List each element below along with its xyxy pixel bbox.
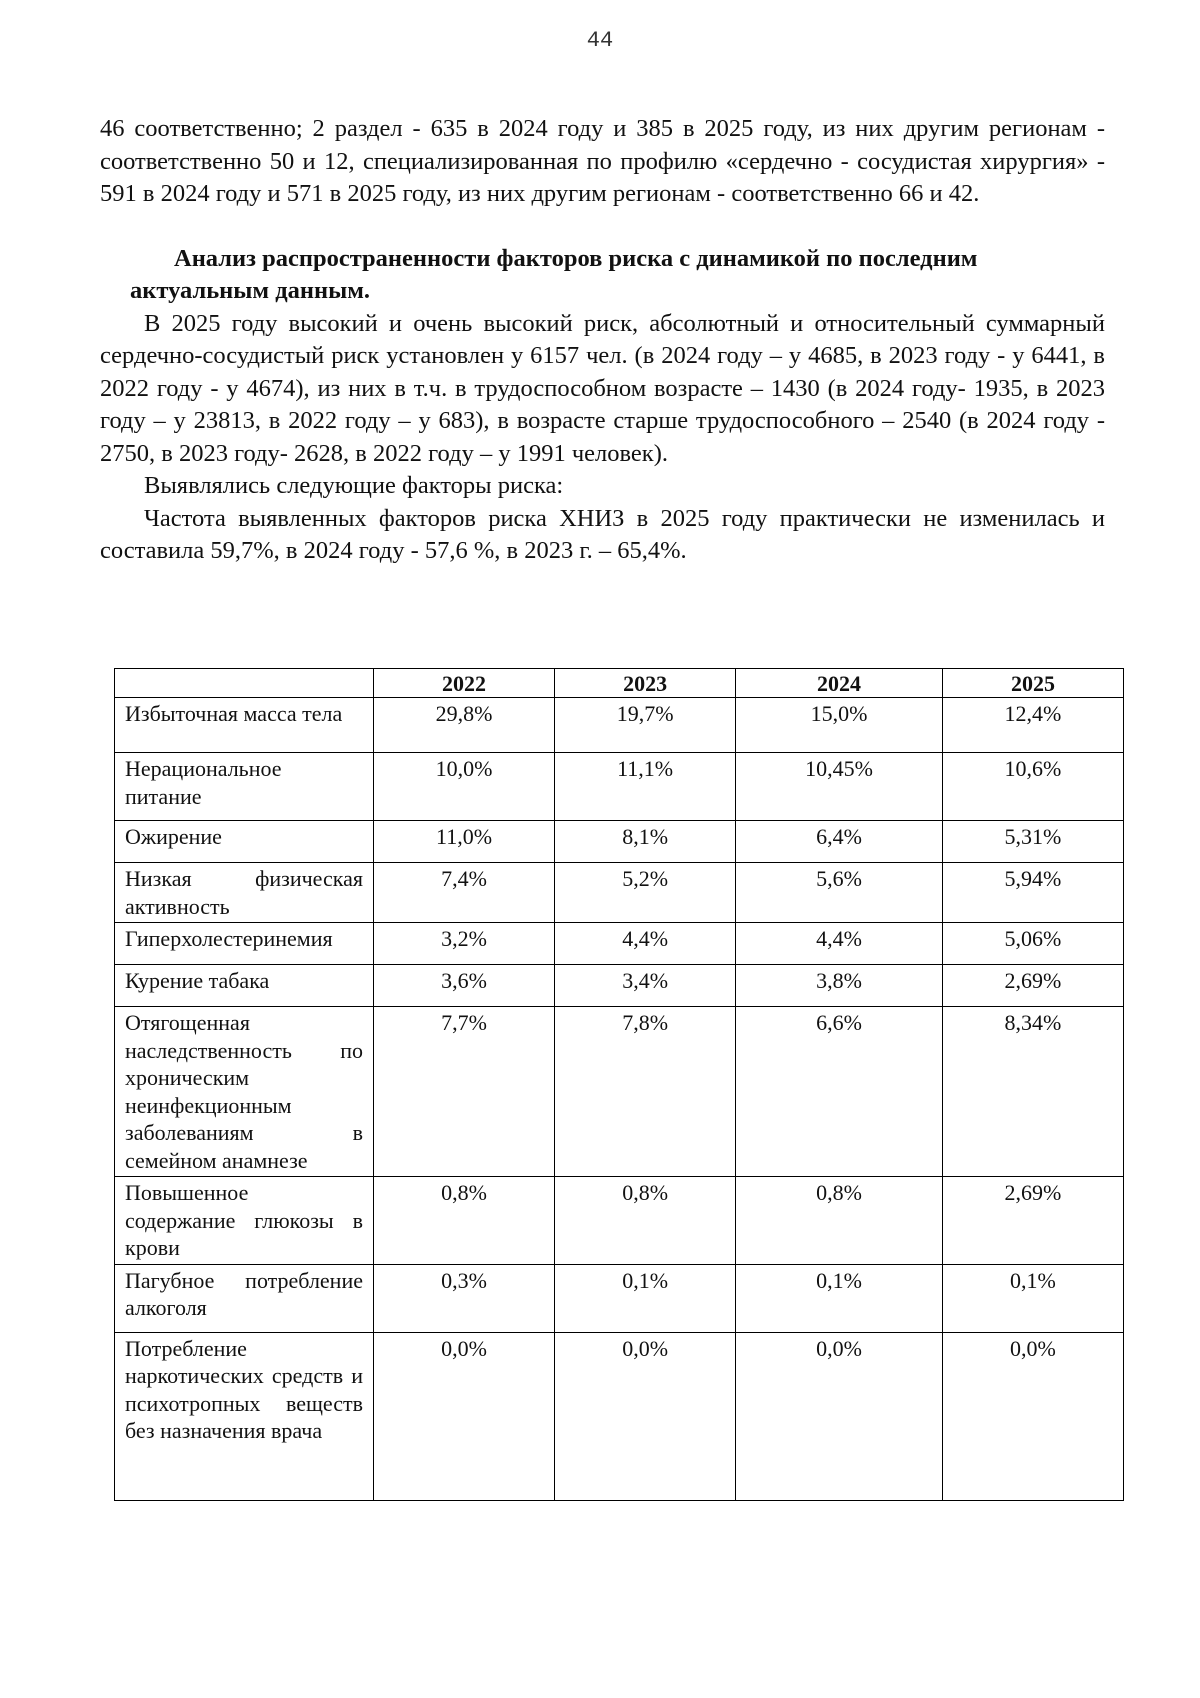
value-cell: 15,0% (736, 698, 943, 753)
value-cell: 7,8% (555, 1007, 736, 1177)
value-cell: 5,94% (942, 863, 1123, 923)
paragraph-risk-summary: В 2025 году высокий и очень высокий риск, абсолютный и относительный суммарный сердечно-сосудистый риск установлен у 6157 чел. (в 2024 году – у 4685, в 2023 году - у 6441, в 2022 году - у 4674), из них в т.ч. в трудоспособном возрасте – 1430 (в 2024 году- 1935, в 2023 году – у 23813, в 2022 году – у 683), в возрасте старше трудоспособного – 2540 (в 2024 году - 2750, в 2023 году- 2628, в 2022 году – у 1991 человек). (100, 309, 1105, 467)
value-cell: 19,7% (555, 698, 736, 753)
table-row (115, 923, 1124, 965)
value-cell: 10,0% (374, 753, 555, 821)
risk-factor-name: Отягощенная наследственность по хроническим неинфекционным заболеваниям в семейном анамнезе (115, 1007, 374, 1177)
risk-factor-name: Ожирение (115, 821, 374, 863)
value-cell: 4,4% (736, 923, 943, 965)
value-cell: 8,1% (555, 821, 736, 863)
value-cell: 10,45% (736, 753, 943, 821)
document-body (100, 113, 1105, 568)
risk-factor-name: Нерациональное питание (115, 753, 374, 821)
risk-factor-name: Курение табака (115, 965, 374, 1007)
header-cell-2025: 2025 (942, 669, 1123, 698)
risk-factor-name: Повышенное содержание глюкозы в крови (115, 1177, 374, 1265)
value-cell: 4,4% (555, 923, 736, 965)
value-cell: 29,8% (374, 698, 555, 753)
value-cell: 0,1% (736, 1264, 943, 1332)
value-cell: 0,3% (374, 1264, 555, 1332)
table-row (115, 1332, 1124, 1500)
value-cell: 12,4% (942, 698, 1123, 753)
value-cell: 7,4% (374, 863, 555, 923)
risk-factor-name: Избыточная масса тела (115, 698, 374, 753)
value-cell: 2,69% (942, 1177, 1123, 1265)
value-cell: 0,1% (555, 1264, 736, 1332)
value-cell: 2,69% (942, 965, 1123, 1007)
value-cell: 3,8% (736, 965, 943, 1007)
risk-factor-name: Низкая физическая активность (115, 863, 374, 923)
paragraph-risk-frequency: Частота выявленных факторов риска ХНИЗ в 2025 году практически не изменилась и составила 59,7%, в 2024 году - 57,6 %, в 2023 г. – 65,4%. (100, 504, 1105, 564)
table-row (115, 753, 1124, 821)
value-cell: 3,4% (555, 965, 736, 1007)
value-cell: 0,8% (555, 1177, 736, 1265)
table-header-row (115, 669, 1124, 698)
value-cell: 7,7% (374, 1007, 555, 1177)
value-cell: 5,2% (555, 863, 736, 923)
risk-factor-name: Потребление наркотических средств и психотропных веществ без назначения врача (115, 1332, 374, 1500)
paragraph-intro: 46 соответственно; 2 раздел - 635 в 2024 году и 385 в 2025 году, из них другим регионам - соответственно 50 и 12, специализированная по профилю «сердечно - сосудистая хирургия» - 591 в 2024 году и 571 в 2025 году, из них другим регионам - соответственно 66 и 42. (100, 115, 1105, 207)
value-cell: 0,0% (736, 1332, 943, 1500)
value-cell: 6,6% (736, 1007, 943, 1177)
header-cell-2024: 2024 (736, 669, 943, 698)
table-row (115, 821, 1124, 863)
value-cell: 5,31% (942, 821, 1123, 863)
table-row (115, 965, 1124, 1007)
value-cell: 0,8% (374, 1177, 555, 1265)
value-cell: 5,06% (942, 923, 1123, 965)
risk-factors-table (114, 668, 1124, 1501)
table-row (115, 1264, 1124, 1332)
value-cell: 0,0% (942, 1332, 1123, 1500)
value-cell: 3,6% (374, 965, 555, 1007)
header-cell-2023: 2023 (555, 669, 736, 698)
risk-factor-name: Гиперхолестеринемия (115, 923, 374, 965)
value-cell: 6,4% (736, 821, 943, 863)
table-row (115, 863, 1124, 923)
table-row (115, 1177, 1124, 1265)
value-cell: 11,0% (374, 821, 555, 863)
value-cell: 8,34% (942, 1007, 1123, 1177)
value-cell: 0,0% (555, 1332, 736, 1500)
header-cell-empty (115, 669, 374, 698)
value-cell: 3,2% (374, 923, 555, 965)
page-number: 44 (586, 28, 614, 53)
value-cell: 11,1% (555, 753, 736, 821)
table-row (115, 698, 1124, 753)
paragraph-risk-intro: Выявлялись следующие факторы риска: (144, 472, 564, 499)
value-cell: 0,8% (736, 1177, 943, 1265)
value-cell: 0,1% (942, 1264, 1123, 1332)
value-cell: 5,6% (736, 863, 943, 923)
table-row (115, 1007, 1124, 1177)
risk-factor-name: Пагубное потребление алкоголя (115, 1264, 374, 1332)
value-cell: 0,0% (374, 1332, 555, 1500)
header-cell-2022: 2022 (374, 669, 555, 698)
value-cell: 10,6% (942, 753, 1123, 821)
section-heading: Анализ распространенности факторов риска с динамикой по последним актуальным данным. (130, 244, 978, 304)
